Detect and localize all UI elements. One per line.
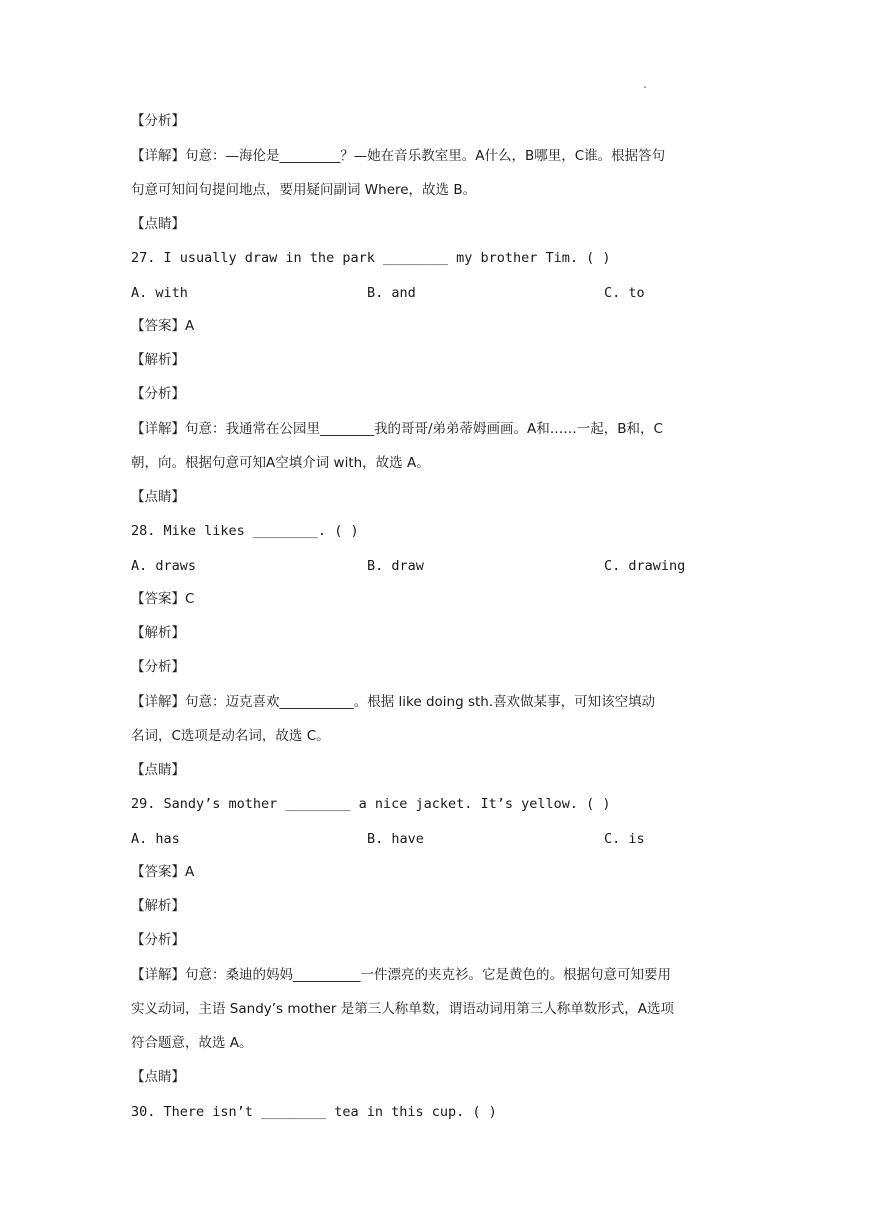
option-b: B. and bbox=[367, 285, 416, 301]
explanation-text: 【详解】句意：迈克喜欢___________。根据 like doing sth.喜欢做某事，可知该空填动 bbox=[131, 694, 656, 710]
page-mark: . bbox=[642, 80, 649, 91]
comment-label: 【点睛】 bbox=[131, 489, 185, 505]
analysis-label: 【分析】 bbox=[131, 659, 185, 675]
explanation-text: 实义动词，主语 Sandy’s mother 是第三人称单数，谓语动词用第三人称单数形式，A选项 bbox=[131, 1001, 675, 1017]
option-a: A. draws bbox=[131, 558, 197, 574]
analysis-label: 【分析】 bbox=[131, 113, 185, 129]
option-c: C. to bbox=[604, 285, 645, 301]
solution-label: 【解析】 bbox=[131, 352, 185, 368]
analysis-label: 【分析】 bbox=[131, 932, 185, 948]
option-a: A. with bbox=[131, 285, 188, 301]
answer-label: 【答案】C bbox=[131, 591, 195, 607]
question-30: 30. There isn’t ________ tea in this cup. ( ) bbox=[131, 1104, 497, 1120]
explanation-text: 符合题意，故选 A。 bbox=[131, 1035, 253, 1051]
solution-label: 【解析】 bbox=[131, 898, 185, 914]
option-b: B. draw bbox=[367, 558, 424, 574]
comment-label: 【点睛】 bbox=[131, 762, 185, 778]
explanation-text: 句意可知问句提问地点，要用疑问副词 Where，故选 B。 bbox=[131, 182, 477, 198]
analysis-label: 【分析】 bbox=[131, 386, 185, 402]
option-a: A. has bbox=[131, 831, 180, 847]
explanation-text: 名词，C选项是动名词，故选 C。 bbox=[131, 728, 330, 744]
explanation-text: 【详解】句意：桑迪的妈妈__________一件漂亮的夹克衫。它是黄色的。根据句意可知要用 bbox=[131, 967, 671, 983]
explanation-text: 朝，向。根据句意可知A空填介词 with，故选 A。 bbox=[131, 455, 430, 471]
comment-label: 【点睛】 bbox=[131, 1069, 185, 1085]
question-27: 27. I usually draw in the park ________ my brother Tim. ( ) bbox=[131, 250, 611, 266]
explanation-text: 【详解】句意：—海伦是_________？—她在音乐教室里。A什么，B哪里，C谁。根据答句 bbox=[131, 148, 666, 164]
answer-label: 【答案】A bbox=[131, 318, 195, 334]
option-b: B. have bbox=[367, 831, 424, 847]
explanation-text: 【详解】句意：我通常在公园里________我的哥哥/弟弟蒂姆画画。A和……一起，B和，C bbox=[131, 421, 663, 437]
answer-label: 【答案】A bbox=[131, 864, 195, 880]
option-c: C. drawing bbox=[604, 558, 686, 574]
option-c: C. is bbox=[604, 831, 645, 847]
question-28: 28. Mike likes ________. ( ) bbox=[131, 523, 359, 539]
comment-label: 【点睛】 bbox=[131, 216, 185, 232]
question-29: 29. Sandy’s mother ________ a nice jacket. It’s yellow. ( ) bbox=[131, 796, 611, 812]
solution-label: 【解析】 bbox=[131, 625, 185, 641]
